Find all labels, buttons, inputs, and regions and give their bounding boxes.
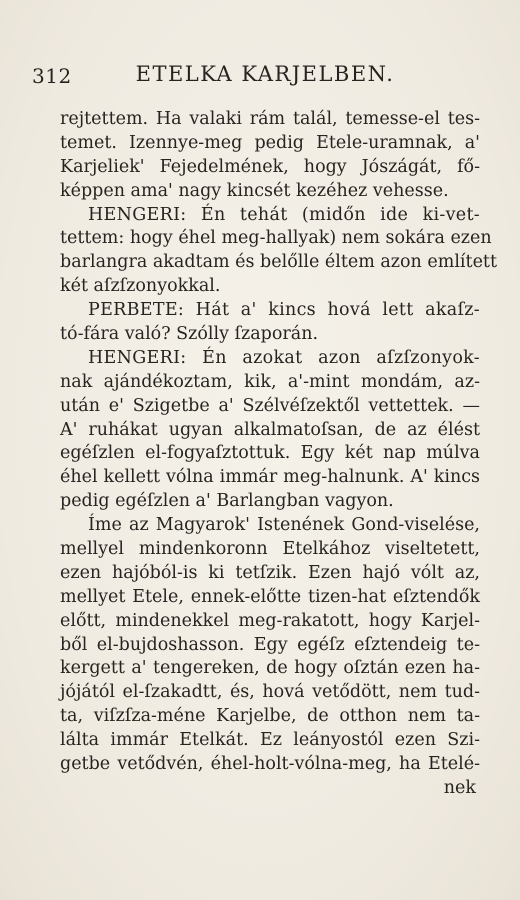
text-line: temet. Izennye-meg pedig Etele-uramnak, a' xyxy=(60,132,480,153)
text-line: lálta immár Etelkát. Ez leányostól ezen Szi- xyxy=(60,730,480,751)
text-line: képpen ama' nagy kincsét kezéhez vehesse. xyxy=(60,180,449,201)
body-text xyxy=(60,108,497,801)
text-line: egéſzlen el-fogyaſztottuk. Egy két nap múlva xyxy=(60,443,480,464)
text-line: tó-fára való? Szólly ſzaporán. xyxy=(60,324,319,345)
text-line: ből el-bujdoshasson. Egy egéſz eſztendeig te- xyxy=(60,634,480,655)
text-line: mellyel mindenkoronn Etelkához viseltetett, xyxy=(60,539,480,560)
text-line: jójától el-ſzakadtt, és, hová vetődött, nem tud- xyxy=(60,682,480,703)
text-line: getbe vetődvén, éhel-holt-vólna-meg, ha Etelé- xyxy=(60,754,480,775)
text-line: kergett a' tengereken, de hogy oſztán ezen ha- xyxy=(60,658,480,679)
text-line: A' ruhákat ugyan alkalmatoſsan, de az élést xyxy=(60,419,480,440)
text-line: tettem: hogy éhel meg-hallyak) nem sokára ezen xyxy=(60,228,492,249)
page-header-title: ETELKA KARJELBEN. xyxy=(135,62,395,86)
text-line: Karjeliek' Fejedelmének, hogy Jószágát, fő- xyxy=(60,156,480,177)
paragraph-start-line: Íme az Magyarok' Istenének Gond-viselése, xyxy=(88,515,480,536)
text-line: barlangra akadtam és belőlle éltem azon említett xyxy=(60,252,497,273)
page-number: 312 xyxy=(32,64,72,88)
catchword: nek xyxy=(443,777,476,798)
text-line: ezen hajóból-is ki tetſzik. Ezen hajó vólt az, xyxy=(60,562,480,583)
text-line: után e' Szigetbe a' Szélvéſzektől vettettek. — xyxy=(60,395,480,416)
running-head xyxy=(30,62,500,92)
text-line: nak ajándékoztam, kik, a'-mint mondám, az- xyxy=(60,371,480,392)
text-line: mellyet Etele, ennek-előtte tizen-hat eſztendők xyxy=(60,586,480,607)
text-line: pedig egéſzlen a' Barlangban vagyon. xyxy=(60,491,394,512)
text-line: előtt, mindenekkel meg-rakatott, hogy Karjel- xyxy=(60,610,480,631)
speaker-line: PERBETE: Hát a' kincs hová lett akaſz- xyxy=(88,300,480,321)
speaker-line: HENGERI: Én azokat azon aſzſzonyok- xyxy=(88,347,480,368)
text-line: rejtettem. Ha valaki rám talál, temesse-el tes- xyxy=(60,109,480,129)
text-line: éhel kellett vólna immár meg-halnunk. A' kincs xyxy=(60,467,480,488)
speaker-line: HENGERI: Én tehát (midőn ide ki-vet- xyxy=(88,204,480,225)
text-line: két aſzſzonyokkal. xyxy=(60,276,221,297)
text-line: ta, viſzſza-méne Karjelbe, de otthon nem ta- xyxy=(60,706,480,727)
